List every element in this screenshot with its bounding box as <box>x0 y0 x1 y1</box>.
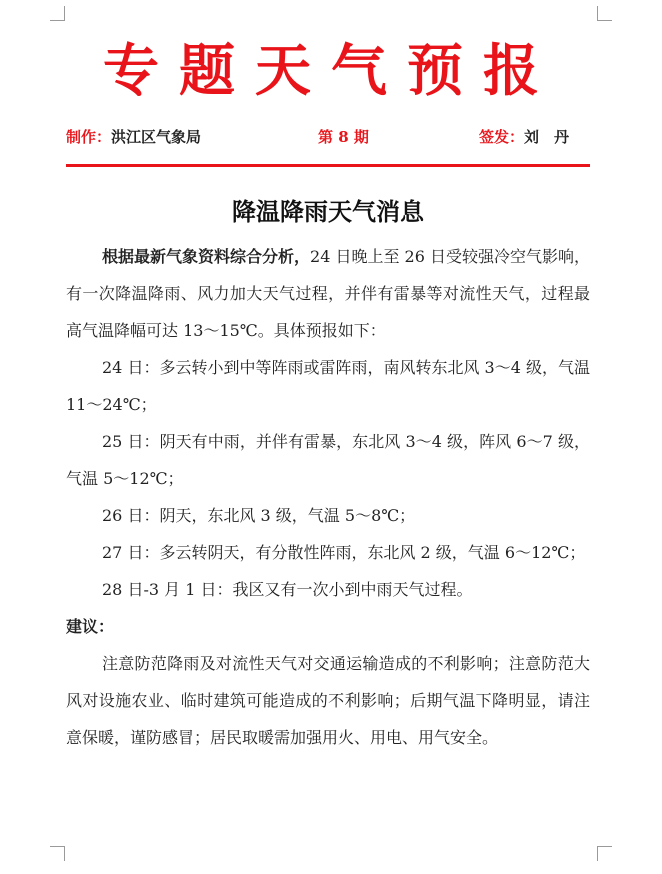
crop-mark-bottom-left <box>50 846 65 861</box>
masthead-title: 专题天气预报 <box>103 39 559 104</box>
forecast-day-26: 26 日：阴天，东北风 3 级，气温 5～8℃； <box>102 506 416 525</box>
forecast-day-28: 28 日-3 月 1 日：我区又有一次小到中雨天气过程。 <box>102 580 473 599</box>
intro-paragraph <box>66 238 590 349</box>
producer-name: 洪江区气象局 <box>111 128 202 146</box>
signer-label: 签发： <box>479 128 525 146</box>
issue-number: 第 8 期 <box>318 128 369 146</box>
advice-heading: 建议： <box>66 617 115 636</box>
signer-name: 刘 丹 <box>524 128 570 146</box>
forecast-day-25: 25 日：阴天有中雨，并伴有雷暴，东北风 3～4 级，阵风 6～7 级，气温 5～12℃； <box>66 432 590 488</box>
forecast-day-24: 24 日：多云转小到中等阵雨或雷阵雨，南风转东北风 3～4 级，气温 11～24℃； <box>66 358 590 414</box>
document-body <box>66 238 590 756</box>
crop-mark-bottom-right <box>597 846 612 861</box>
document-title: 降温降雨天气消息 <box>232 197 424 226</box>
header-rule <box>66 164 590 167</box>
signer-line <box>479 127 569 147</box>
producer-line <box>66 127 201 147</box>
producer-label: 制作： <box>66 128 112 146</box>
crop-mark-top-left <box>50 6 65 21</box>
crop-mark-top-right <box>597 6 612 21</box>
forecast-day-27: 27 日：多云转阴天，有分散性阵雨，东北风 2 级，气温 6～12℃； <box>102 543 586 562</box>
intro-lead: 根据最新气象资料综合分析， <box>102 247 311 266</box>
advice-paragraph: 注意防范降雨及对流性天气对交通运输造成的不利影响；注意防范大风对设施农业、临时建筑可能造成的不利影响；后期气温下降明显，请注意保暖，谨防感冒；居民取暖需加强用火、用电、用气安全。 <box>66 654 590 747</box>
intro-text: 24 日晚上至 26 日受较强冷空气影响，有一次降温降雨、风力加大天气过程，并伴有雷暴等对流性天气，过程最高气温降幅可达 13～15℃。具体预报如下： <box>66 247 590 340</box>
